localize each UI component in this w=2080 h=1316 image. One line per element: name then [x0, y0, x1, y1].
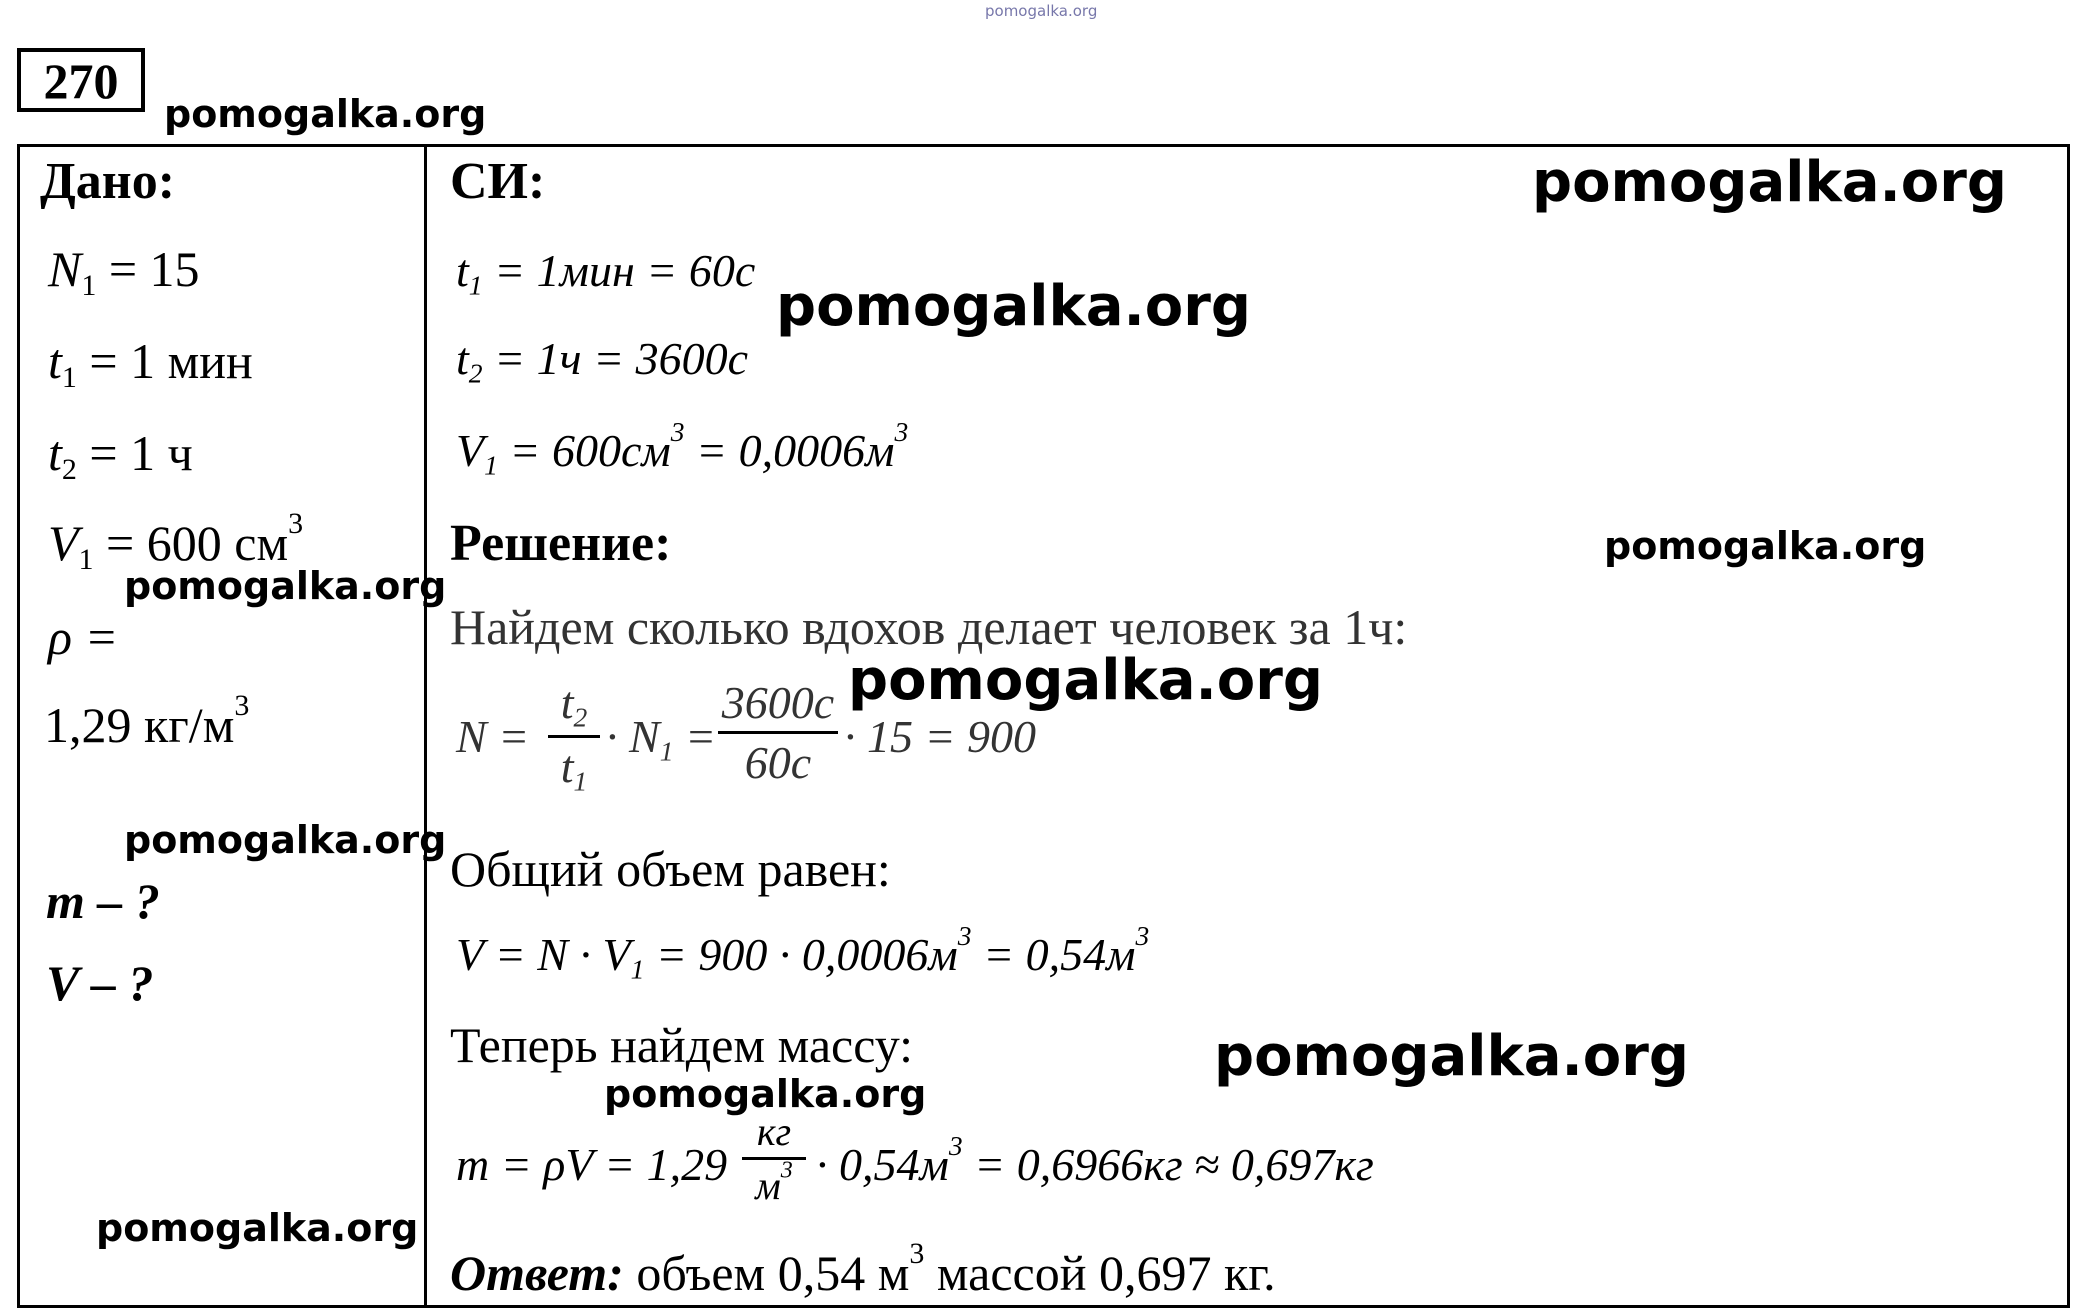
fraction-t2-t1: $t_2$ $t_1$ [548, 676, 600, 798]
fraction-kg-m3: кг $м^3$ [742, 1108, 806, 1209]
given-heading: Дано: [40, 153, 176, 210]
unknown-v: V – ? [46, 955, 154, 1011]
watermark: pomogalka.org [164, 92, 487, 136]
step1-text: Найдем сколько вдохов делает человек за 1ч: [450, 599, 1408, 655]
step3-formula [456, 1108, 1416, 1218]
answer: Ответ: объем 0,54 $м^3$ массой 0,697 кг. [450, 1237, 1276, 1301]
formula-lhs: m = ρV = 1,29 [456, 1139, 728, 1190]
given-rho-value: 1,29 $кг/м^3$ [44, 689, 250, 753]
step3-text: Теперь найдем массу: [450, 1017, 914, 1073]
watermark: pomogalka.org [124, 818, 447, 862]
watermark: pomogalka.org [776, 274, 1251, 339]
solution-heading: Решение: [450, 515, 672, 572]
formula-tail: · 15 = 900 [844, 711, 1037, 762]
si-t2: $t_2 = 1ч = 3600с$ [456, 333, 749, 389]
watermark: pomogalka.org [1532, 150, 2007, 215]
given-v1: $V_1 = 600$ $см^3$ [48, 507, 304, 576]
watermark: pomogalka.org [96, 1206, 419, 1250]
fraction-3600-60: 3600с 60с [718, 676, 838, 789]
step1-formula [456, 676, 1096, 816]
step2-formula: $V = N \cdot V_1 = 900 \cdot 0,0006м^3 = 0,54м^3$ [456, 920, 1150, 985]
column-divider [424, 144, 427, 1308]
step2-text: Общий объем равен: [450, 841, 891, 897]
given-rho-label: ρ = [48, 609, 119, 665]
formula-tail: · $0,54м^3 = 0,6966кг \approx 0,697кг$ [816, 1130, 1374, 1190]
problem-number: 270 [17, 48, 145, 112]
watermark: pomogalka.org [604, 1072, 927, 1116]
watermark: pomogalka.org [848, 648, 1323, 713]
given-t1: $t_1 = 1$ мин [48, 333, 253, 394]
si-v1: $V_1 = 600см^3 = 0,0006м^3$ [456, 416, 909, 481]
watermark: pomogalka.org [124, 564, 447, 608]
given-t2: $t_2 = 1$ ч [48, 425, 193, 486]
watermark: pomogalka.org [1604, 524, 1927, 568]
formula-lhs: N = [456, 711, 530, 762]
formula-mid: · $N_1$ = [606, 711, 717, 767]
given-n1: $N_1 = 15$ [48, 241, 200, 302]
watermark: pomogalka.org [1214, 1024, 1689, 1089]
unknown-m: m – ? [46, 873, 160, 929]
si-t1: $t_1 = 1мин = 60с$ [456, 245, 756, 301]
si-heading: СИ: [450, 153, 546, 210]
answer-label: Ответ: [450, 1245, 624, 1301]
watermark-top: pomogalka.org [985, 2, 1098, 20]
